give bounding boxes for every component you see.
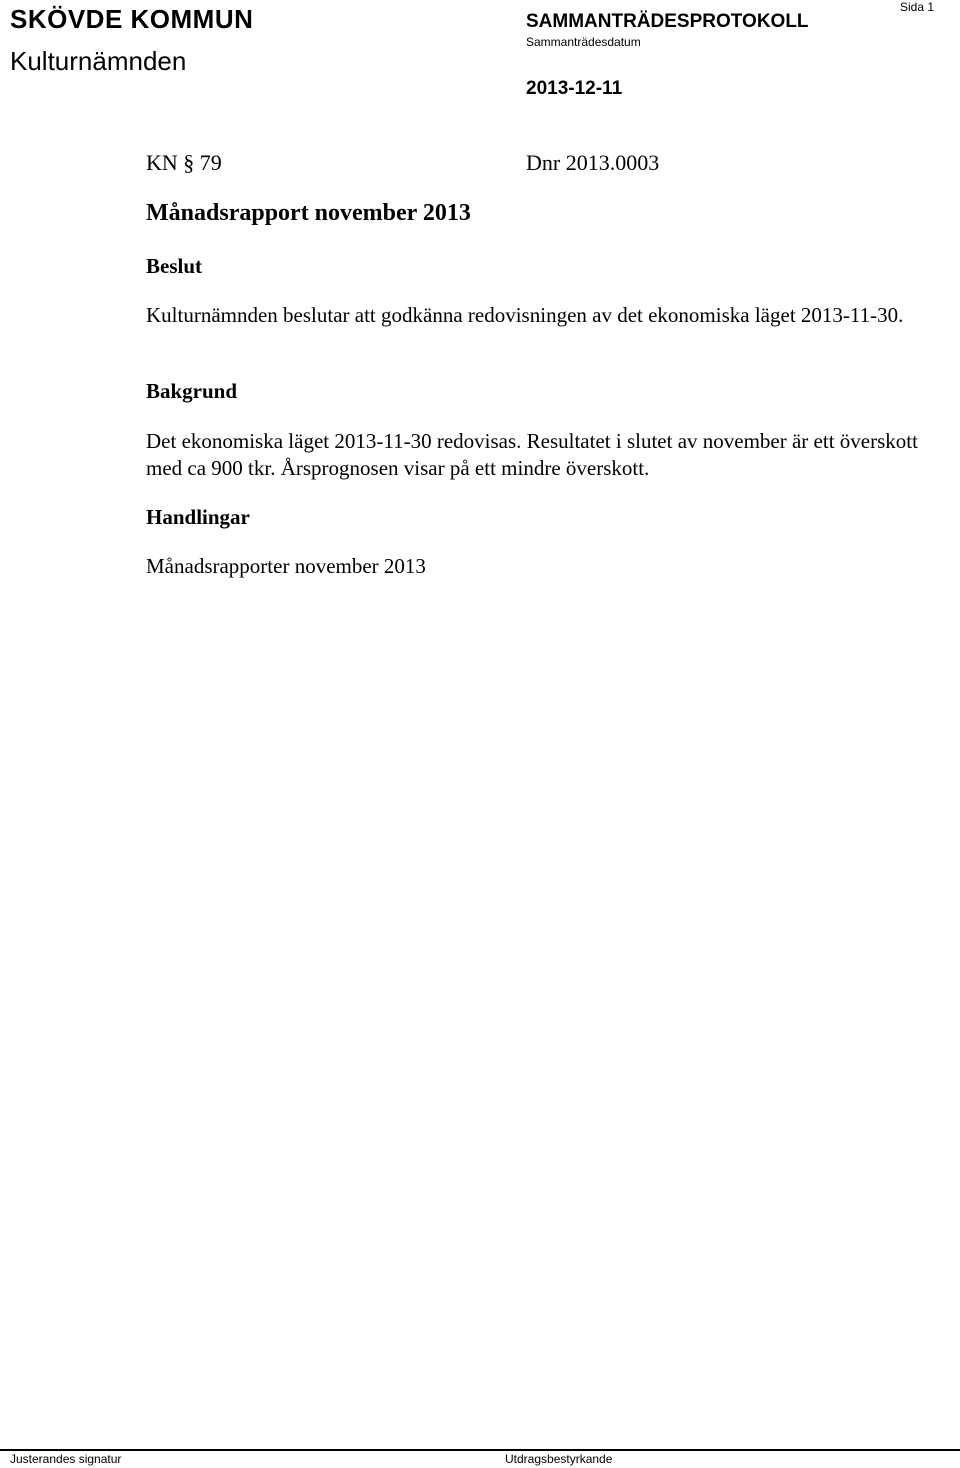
footer-divider [0,1449,960,1451]
committee-name: Kulturnämnden [10,46,187,76]
page-title: Månadsrapport november 2013 [146,200,471,226]
meeting-date: 2013-12-11 [526,78,623,99]
certification-label: Utdragsbestyrkande [505,1452,613,1466]
bakgrund-text: Det ekonomiska läget 2013-11-30 redovisas. Resultatet i slutet av november är ett överskott med ca 900 tkr. Årsprognosen visar på ett mindre överskott. [146,429,918,480]
document-type: SAMMANTRÄDESPROTOKOLL [526,11,809,32]
case-number: KN § 79 [146,150,222,175]
handlingar-heading: Handlingar [146,505,250,529]
beslut-heading: Beslut [146,254,203,278]
date-label: Sammanträdesdatum [526,35,641,49]
diary-number: Dnr 2013.0003 [526,150,660,175]
beslut-text: Kulturnämnden beslutar att godkänna redovisningen av det ekonomiska läget 2013-11-30. [146,303,904,327]
handlingar-text: Månadsrapporter november 2013 [146,554,426,578]
signature-label: Justerandes signatur [10,1452,122,1466]
bakgrund-heading: Bakgrund [146,379,238,403]
organization-logo: SKÖVDE KOMMUN [10,4,254,34]
page-number: Sida 1 [900,0,935,14]
